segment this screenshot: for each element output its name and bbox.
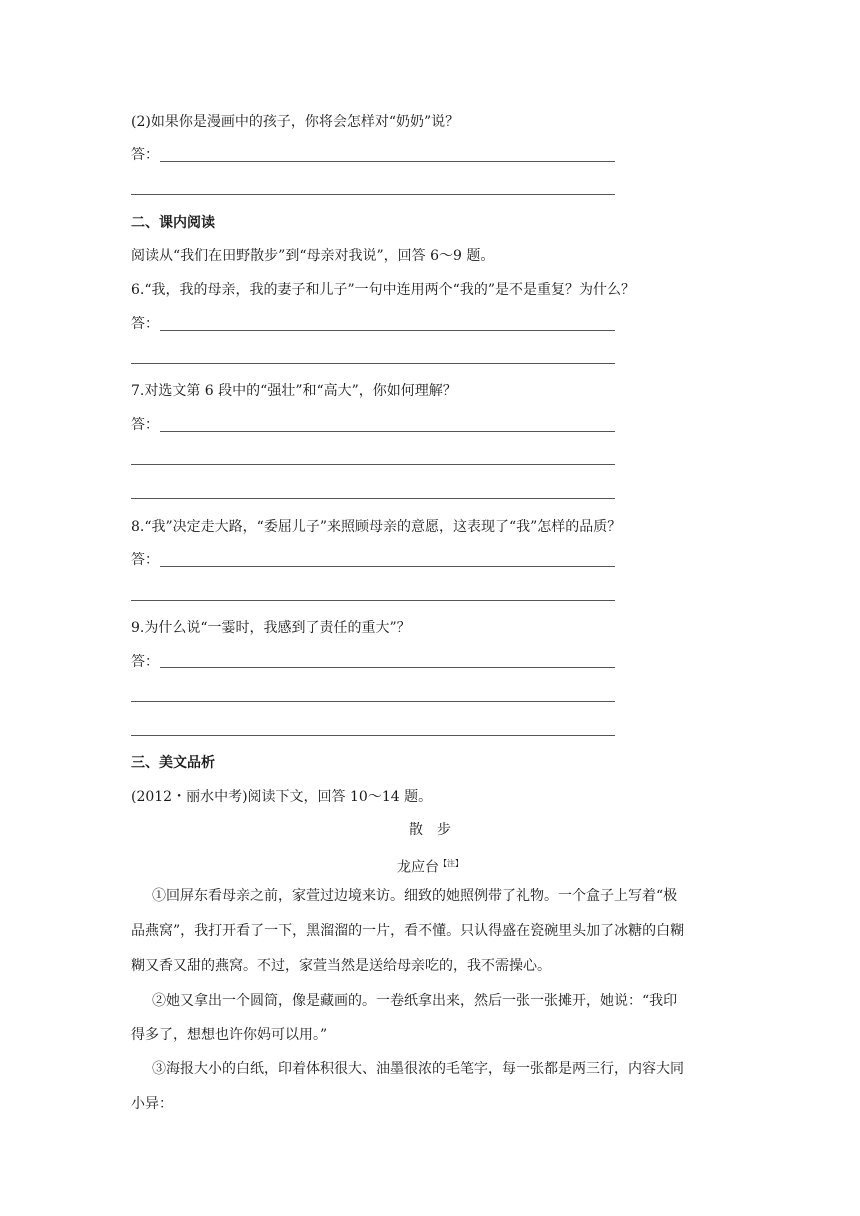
answer-line[interactable] bbox=[160, 667, 615, 668]
question-8: 8.“我”决定走大路，“委屈儿子”来照顾母亲的意愿，这表现了“我”怎样的品质？ bbox=[131, 519, 622, 535]
question-6: 6.“我，我的母亲，我的妻子和儿子”一句中连用两个“我的”是不是重复？为什么？ bbox=[131, 282, 635, 298]
answer-line[interactable] bbox=[131, 498, 615, 499]
author-name: 龙应台 bbox=[397, 859, 439, 876]
answer-line[interactable] bbox=[160, 330, 615, 331]
paragraph-1-line-3: 糊又香又甜的燕窝。不过，家萱当然是送给母亲吃的，我不需操心。 bbox=[131, 958, 551, 974]
section-3-title: 三、美文品析 bbox=[131, 755, 215, 771]
answer-line[interactable] bbox=[160, 566, 615, 567]
paragraph-3-line-1: ③海报大小的白纸，印着体积很大、油墨很浓的毛笔字，每一张都是两三行，内容大同 bbox=[152, 1061, 684, 1077]
question-9: 9.为什么说“一霎时，我感到了责任的重大”？ bbox=[131, 620, 411, 636]
paragraph-2-line-2: 得多了，想想也许你妈可以用。” bbox=[131, 1027, 328, 1043]
question-7: 7.对选文第 6 段中的“强壮”和“高大”，你如何理解？ bbox=[131, 383, 457, 399]
answer-label: 答： bbox=[131, 147, 159, 163]
paragraph-1-line-2: 品燕窝”，我打开看了一下，黑溜溜的一片，看不懂。只认得盛在瓷碗里头加了冰糖的白糊 bbox=[131, 923, 685, 939]
answer-label: 答： bbox=[131, 417, 159, 433]
section-2-intro: 阅读从“我们在田野散步”到“母亲对我说”，回答 6～9 题。 bbox=[131, 248, 495, 264]
article-author bbox=[0, 854, 860, 878]
answer-line[interactable] bbox=[131, 600, 615, 601]
answer-line[interactable] bbox=[131, 464, 615, 465]
answer-line[interactable] bbox=[131, 735, 615, 736]
answer-line[interactable] bbox=[131, 363, 615, 364]
section-2-title: 二、课内阅读 bbox=[131, 215, 215, 231]
paragraph-2-line-1: ②她又拿出一个圆筒，像是藏画的。一卷纸拿出来，然后一张一张摊开，她说：“我印 bbox=[152, 993, 678, 1009]
answer-label: 答： bbox=[131, 316, 159, 332]
paragraph-1-line-1: ①回屏东看母亲之前，家萱过边境来访。细致的她照例带了礼物。一个盒子上写着“极 bbox=[152, 888, 678, 904]
answer-line[interactable] bbox=[160, 161, 615, 162]
paragraph-3-line-2: 小异： bbox=[131, 1096, 173, 1112]
question-2: (2)如果你是漫画中的孩子，你将会怎样对“奶奶”说？ bbox=[131, 114, 460, 130]
author-note-mark[interactable]: 【注】 bbox=[439, 859, 463, 868]
answer-line[interactable] bbox=[160, 431, 615, 432]
answer-line[interactable] bbox=[131, 194, 615, 195]
answer-label: 答： bbox=[131, 654, 159, 670]
article-title: 散 步 bbox=[409, 822, 451, 838]
section-3-intro: (2012・丽水中考)阅读下文，回答 10～14 题。 bbox=[131, 789, 433, 805]
answer-line[interactable] bbox=[131, 701, 615, 702]
answer-label: 答： bbox=[131, 552, 159, 568]
